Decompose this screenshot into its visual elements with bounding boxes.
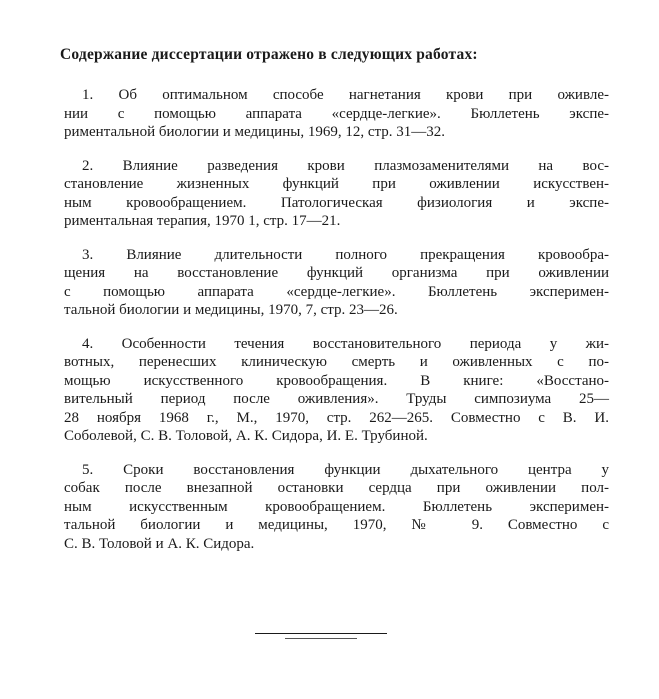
publication-line: ным кровообращением. Патологическая физиология и экспе-	[64, 194, 609, 211]
publication-line: вотных, перенесших клиническую смерть и оживленных с по-	[64, 354, 609, 370]
publication-line: нии с помощью аппарата «сердце-легкие». Бюллетень экспе-	[64, 105, 609, 122]
publication-line: 1. Об оптимальном способе нагнетания крови при оживле-	[82, 87, 609, 103]
publication-item	[64, 461, 609, 554]
page-heading: Содержание диссертации отражено в следующих работах:	[60, 46, 478, 63]
publication-line: становление жизненных функций при оживлении искусствен-	[64, 176, 609, 192]
publication-item	[64, 246, 609, 320]
publication-line: собак после внезапной остановки сердца при оживлении пол-	[64, 480, 609, 496]
footer-divider	[255, 633, 387, 634]
footer-divider-short	[285, 638, 357, 639]
publication-line: мощью искусственного кровообращения. В книге: «Восстано-	[64, 372, 609, 389]
publication-line: риментальная терапия, 1970 1, стр. 17—21.	[64, 213, 341, 229]
publication-item	[64, 86, 609, 142]
publication-line: вительный период после оживления». Труды симпозиума 25—	[64, 391, 609, 407]
publication-line: ным искусственным кровообращением. Бюллетень эксперимен-	[64, 498, 609, 515]
publication-line: 4. Особенности течения восстановительного периода у жи-	[82, 335, 609, 352]
publication-line: 3. Влияние длительности полного прекращения кровообра-	[82, 246, 609, 263]
publication-item	[64, 157, 609, 231]
publication-line: 5. Сроки восстановления функции дыхательного центра у	[82, 461, 609, 478]
publication-line: С. В. Толовой и А. К. Сидора.	[64, 535, 255, 552]
publication-line: тальной биологии и медицины, 1970, № 9. Совместно с	[64, 517, 609, 533]
publication-line: щения на восстановление функций организма при оживлении	[64, 265, 609, 281]
publication-line: с помощью аппарата «сердце-легкие». Бюллетень эксперимен-	[64, 283, 609, 300]
publication-list	[64, 86, 609, 568]
publication-line: 2. Влияние разведения крови плазмозаменителями на вос-	[82, 157, 609, 174]
publication-item	[64, 335, 609, 446]
publication-line: риментальной биологии и медицины, 1969, 12, стр. 31—32.	[64, 124, 445, 140]
publication-line: Соболевой, С. В. Толовой, А. К. Сидора, И. Е. Трубиной.	[64, 428, 428, 444]
publication-line: 28 ноября 1968 г., М., 1970, стр. 262—265. Совместно с В. И.	[64, 409, 609, 426]
publication-line: тальной биологии и медицины, 1970, 7, стр. 23—26.	[64, 302, 398, 318]
